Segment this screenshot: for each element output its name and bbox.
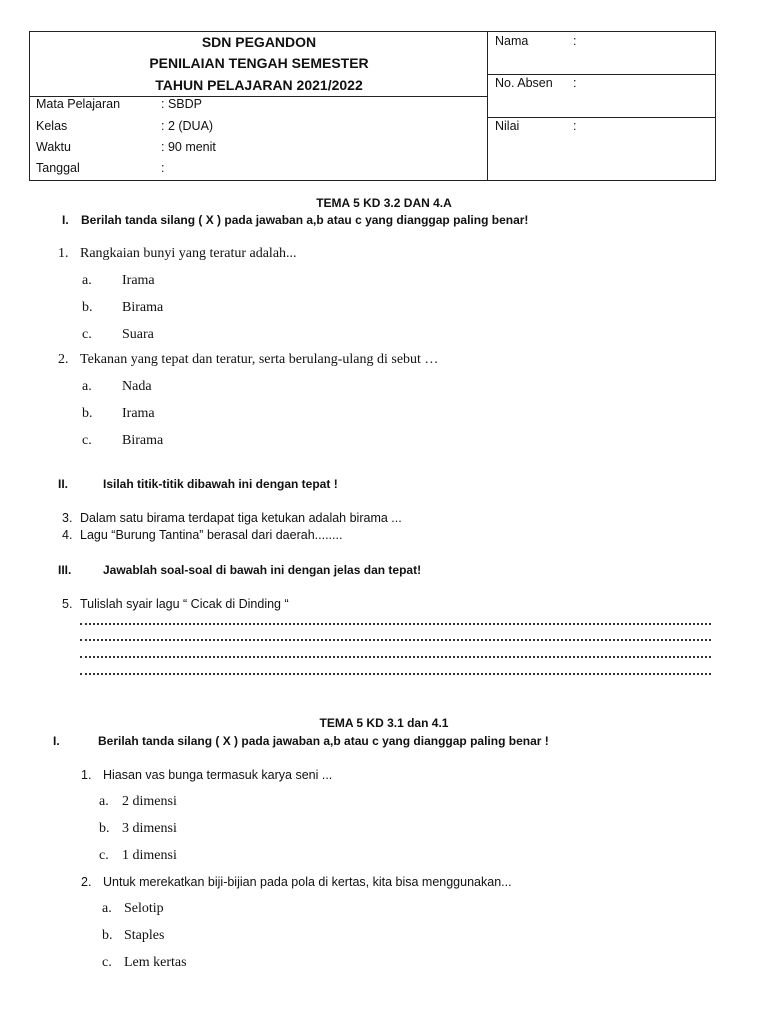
option-letter: b. — [82, 406, 93, 421]
option-letter: c. — [82, 433, 92, 448]
field-label-score: Nilai — [495, 119, 520, 133]
option-letter: b. — [99, 821, 110, 836]
field-label-date: Tanggal — [36, 161, 80, 175]
section-number: I. — [62, 213, 69, 227]
option-letter: b. — [82, 300, 93, 315]
answer-line — [80, 667, 711, 675]
option-letter: a. — [82, 379, 92, 394]
field-value-subject: : SBDP — [161, 97, 202, 111]
theme-heading-1: TEMA 5 KD 3.2 DAN 4.A — [316, 196, 452, 210]
option-text: Birama — [122, 300, 164, 315]
field-value-time: : 90 menit — [161, 140, 216, 154]
field-label-time: Waktu — [36, 140, 71, 154]
option-letter: c. — [99, 848, 109, 863]
field-value-date: : — [161, 161, 165, 175]
option-text: 2 dimensi — [122, 794, 177, 809]
question-number: 3. — [62, 511, 73, 525]
answer-line — [80, 650, 711, 658]
option-letter: a. — [99, 794, 109, 809]
option-text: Birama — [122, 433, 164, 448]
exam-header-box — [29, 31, 716, 181]
option-letter: c. — [102, 955, 112, 970]
header-right-divider-2 — [487, 117, 716, 118]
option-text: Selotip — [124, 901, 164, 916]
field-colon-absen: : — [573, 76, 577, 90]
question-number: 5. — [62, 597, 73, 611]
section-number: I. — [53, 734, 60, 748]
question-text: Dalam satu birama terdapat tiga ketukan adalah birama ... — [80, 511, 402, 525]
question-number: 1. — [58, 246, 69, 261]
section-instruction: Berilah tanda silang ( X ) pada jawaban a,b atau c yang dianggap paling benar! — [81, 213, 529, 227]
option-text: 1 dimensi — [122, 848, 177, 863]
question-number: 2. — [58, 352, 69, 367]
theme-heading-2: TEMA 5 KD 3.1 dan 4.1 — [319, 716, 449, 730]
question-number: 2. — [81, 875, 92, 889]
section-instruction: Isilah titik-titik dibawah ini dengan tepat ! — [103, 477, 338, 491]
field-value-class: : 2 (DUA) — [161, 119, 214, 133]
option-text: Staples — [124, 928, 165, 943]
question-text: Tekanan yang tepat dan teratur, serta berulang-ulang di sebut … — [80, 352, 439, 367]
option-text: Irama — [122, 273, 155, 288]
section-instruction: Jawablah soal-soal di bawah ini dengan jelas dan tepat! — [103, 563, 422, 577]
question-text: Lagu “Burung Tantina” berasal dari daerah........ — [80, 528, 343, 542]
field-label-subject: Mata Pelajaran — [36, 97, 121, 111]
header-right-divider-1 — [487, 74, 716, 75]
option-text: Lem kertas — [124, 955, 187, 970]
question-number: 1. — [81, 768, 92, 782]
option-letter: a. — [82, 273, 92, 288]
section-instruction: Berilah tanda silang ( X ) pada jawaban a,b atau c yang dianggap paling benar ! — [98, 734, 549, 748]
option-text: Irama — [122, 406, 155, 421]
field-label-class: Kelas — [36, 119, 68, 133]
field-label-name: Nama — [495, 34, 529, 48]
answer-line — [80, 617, 711, 625]
option-text: Nada — [122, 379, 152, 394]
question-number: 4. — [62, 528, 73, 542]
answer-line — [80, 633, 711, 641]
academic-year: TAHUN PELAJARAN 2021/2022 — [155, 77, 363, 93]
question-text: Rangkaian bunyi yang teratur adalah... — [80, 246, 297, 261]
question-text: Tulislah syair lagu “ Cicak di Dinding “ — [80, 597, 289, 611]
section-number: III. — [58, 563, 72, 577]
field-colon-name: : — [573, 34, 577, 48]
option-letter: a. — [102, 901, 112, 916]
school-name: SDN PEGANDON — [201, 34, 317, 50]
section-number: II. — [58, 477, 69, 491]
field-label-absen: No. Absen — [495, 76, 553, 90]
option-text: Suara — [122, 327, 154, 342]
option-letter: b. — [102, 928, 113, 943]
field-colon-score: : — [573, 119, 577, 133]
option-letter: c. — [82, 327, 92, 342]
question-text: Untuk merekatkan biji-bijian pada pola di kertas, kita bisa menggunakan... — [103, 875, 512, 889]
exam-title: PENILAIAN TENGAH SEMESTER — [149, 55, 369, 71]
question-text: Hiasan vas bunga termasuk karya seni ... — [103, 768, 333, 782]
option-text: 3 dimensi — [122, 821, 177, 836]
